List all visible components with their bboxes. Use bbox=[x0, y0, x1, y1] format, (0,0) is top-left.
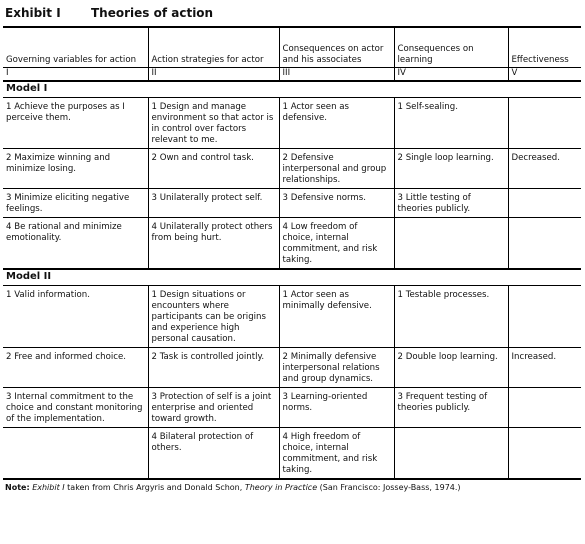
table-cell: 3 Learning-oriented norms. bbox=[279, 388, 394, 428]
source-note bbox=[3, 480, 581, 492]
table-cell bbox=[508, 388, 581, 428]
exhibit-label: Exhibit I bbox=[5, 6, 61, 20]
table-header bbox=[3, 28, 581, 81]
table-cell: 1 Actor seen as minimally defensive. bbox=[279, 286, 394, 348]
table-cell: 1 Self-sealing. bbox=[394, 98, 508, 149]
table-cell: 3 Frequent testing of theories publicly. bbox=[394, 388, 508, 428]
table-row bbox=[3, 388, 581, 428]
table-cell bbox=[508, 286, 581, 348]
table-cell bbox=[3, 428, 148, 480]
column-numeral: III bbox=[279, 68, 394, 82]
table-cell: 4 Bilateral protection of others. bbox=[148, 428, 279, 480]
table-cell: 3 Little testing of theories publicly. bbox=[394, 189, 508, 218]
table-cell: 2 Free and informed choice. bbox=[3, 348, 148, 388]
table-cell: 4 Unilaterally protect others from being hurt. bbox=[148, 218, 279, 270]
table-cell: Increased. bbox=[508, 348, 581, 388]
table-cell: 2 Own and control task. bbox=[148, 149, 279, 189]
table-cell: 1 Testable processes. bbox=[394, 286, 508, 348]
table-cell: 4 Low freedom of choice, internal commitment, and risk taking. bbox=[279, 218, 394, 270]
table-cell bbox=[394, 428, 508, 480]
table-row bbox=[3, 348, 581, 388]
table-cell: 3 Internal commitment to the choice and constant monitoring of the implementation. bbox=[3, 388, 148, 428]
column-heading: Consequences on learning bbox=[394, 28, 508, 68]
table-row bbox=[3, 189, 581, 218]
table-row bbox=[3, 286, 581, 348]
table-cell: 2 Double loop learning. bbox=[394, 348, 508, 388]
table-cell bbox=[508, 189, 581, 218]
table-row bbox=[3, 428, 581, 480]
table-cell: 3 Unilaterally protect self. bbox=[148, 189, 279, 218]
table-cell: 2 Minimally defensive interpersonal relations and group dynamics. bbox=[279, 348, 394, 388]
table-cell bbox=[394, 218, 508, 270]
note-text: taken from Chris Argyris and Donald Schon, bbox=[67, 483, 243, 492]
model-2-section bbox=[3, 269, 581, 479]
column-heading: Governing variables for action bbox=[6, 55, 137, 65]
table-row bbox=[3, 149, 581, 189]
table-cell: 2 Task is controlled jointly. bbox=[148, 348, 279, 388]
table-cell bbox=[508, 98, 581, 149]
note-book-title: Theory in Practice bbox=[244, 483, 318, 492]
note-exhibit-ref: Exhibit I bbox=[32, 483, 65, 492]
note-publisher: (San Francisco: Jossey-Bass, 1974.) bbox=[319, 483, 461, 492]
table-row bbox=[3, 218, 581, 270]
table-cell: 3 Protection of self is a joint enterprise and oriented toward growth. bbox=[148, 388, 279, 428]
table-cell: 1 Design and manage environment so that actor is in control over factors relevant to me. bbox=[148, 98, 279, 149]
table-cell: 3 Defensive norms. bbox=[279, 189, 394, 218]
column-numeral: I bbox=[3, 68, 148, 82]
note-label: Note: bbox=[5, 483, 30, 492]
table-cell: 4 High freedom of choice, internal commitment, and risk taking. bbox=[279, 428, 394, 480]
exhibit-header bbox=[3, 0, 581, 28]
table-cell: 1 Design situations or encounters where participants can be origins and experience high personal causation. bbox=[148, 286, 279, 348]
table-cell: Decreased. bbox=[508, 149, 581, 189]
table-cell: 4 Be rational and minimize emotionality. bbox=[3, 218, 148, 270]
table-cell: 2 Defensive interpersonal and group relationships. bbox=[279, 149, 394, 189]
table-cell: 2 Single loop learning. bbox=[394, 149, 508, 189]
column-numeral: IV bbox=[394, 68, 508, 82]
table-cell: 1 Actor seen as defensive. bbox=[279, 98, 394, 149]
theories-table bbox=[3, 28, 581, 480]
column-heading: Consequences on actor and his associates bbox=[279, 28, 394, 68]
column-numeral: II bbox=[148, 68, 279, 82]
table-cell bbox=[508, 428, 581, 480]
model-1-section bbox=[3, 81, 581, 269]
exhibit-container bbox=[3, 0, 581, 492]
table-cell bbox=[508, 218, 581, 270]
column-heading: Action strategies for actor bbox=[148, 28, 279, 68]
table-cell: 1 Achieve the purposes as I perceive them. bbox=[6, 102, 125, 123]
exhibit-title: Theories of action bbox=[91, 6, 214, 20]
column-heading: Effectiveness bbox=[508, 28, 581, 68]
table-cell: 2 Maximize winning and minimize losing. bbox=[3, 149, 148, 189]
table-cell: 1 Valid information. bbox=[6, 290, 90, 300]
model-2-title: Model II bbox=[3, 269, 581, 286]
model-1-title: Model I bbox=[3, 81, 581, 98]
column-numeral: V bbox=[508, 68, 581, 82]
table-row bbox=[3, 98, 581, 149]
table-cell: 3 Minimize eliciting negative feelings. bbox=[3, 189, 148, 218]
